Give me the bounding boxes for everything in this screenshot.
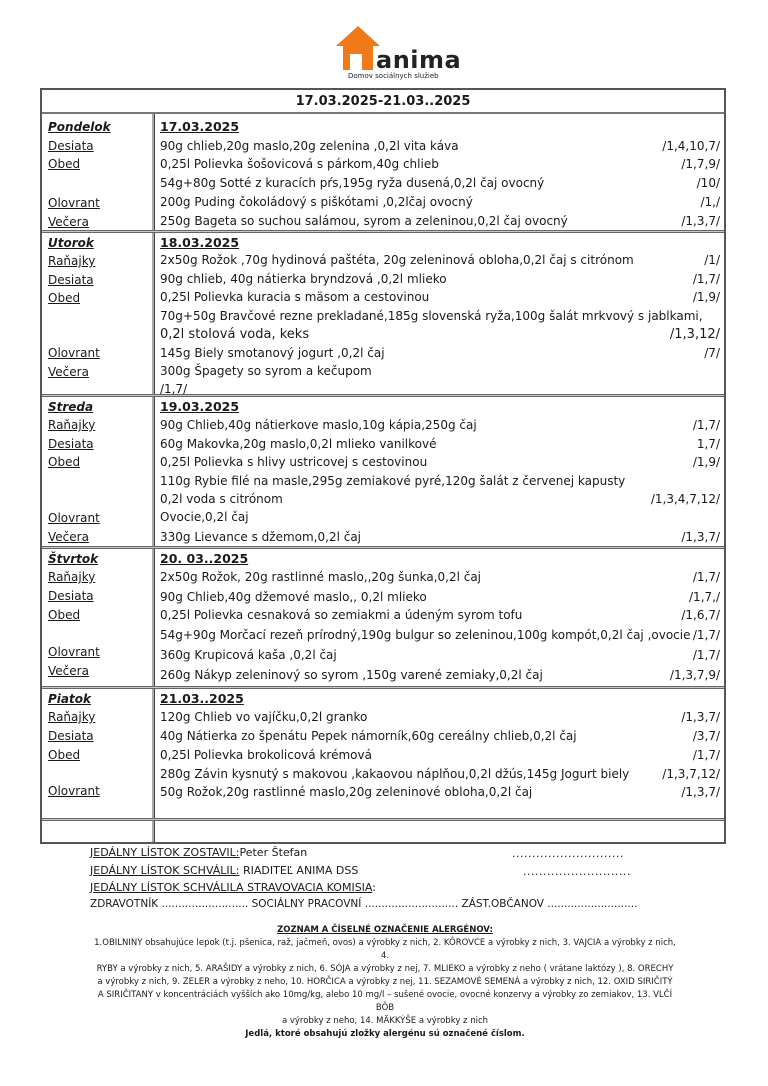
meal-label: Olovrant <box>48 196 100 210</box>
meal-label: Obed <box>48 455 81 469</box>
meal-label: Obed <box>48 291 81 305</box>
meal-label: Olovrant <box>48 511 100 525</box>
item-text: 60g Makovka,20g maslo,0,2l mlieko vanilkové <box>160 437 437 451</box>
item-allergens: /7/ <box>704 346 720 360</box>
meal-label: Olovrant <box>48 645 100 659</box>
menu-column <box>160 234 726 396</box>
meal-label: Obed <box>48 748 81 762</box>
day-name: Štvrtok <box>48 552 99 566</box>
menu-table <box>40 88 726 844</box>
item-allergens: /1,3,12/ <box>669 327 720 342</box>
item-allergens: /1,9/ <box>692 290 720 304</box>
item-text: 250g Bageta so suchou salámou, syrom a zeleninou,0,2l čaj ovocný <box>160 214 568 228</box>
item-allergens: /1,7,9/ <box>681 157 720 171</box>
item-text: 280g Závin kysnutý s makovou ,kakaovou náplňou,0,2l džús,145g Jogurt biely <box>160 767 630 781</box>
day-column <box>48 398 148 544</box>
item-text: 145g Biely smotanový jogurt ,0,2l čaj <box>160 346 385 360</box>
meal-label: Večera <box>48 664 89 678</box>
item-text: 54g+90g Morčací rezeň prírodný,190g bulgur so zeleninou,100g kompót,0,2l čaj ,ovocie <box>160 628 691 642</box>
item-allergens: /1,3,7,9/ <box>669 668 720 682</box>
item-allergens: /10/ <box>696 176 720 190</box>
compiled-dots: ............................ <box>512 847 624 860</box>
item-text: 110g Rybie filé na masle,295g zemiakové pyré,120g šalát z červenej kapusty <box>160 474 626 488</box>
week-title: 17.03.2025-21.03..2025 <box>42 90 724 114</box>
item-text: 360g Krupicová kaša ,0,2l čaj <box>160 648 337 662</box>
item-text: 90g chlieb,20g maslo,20g zelenina ,0,2l vita káva <box>160 139 459 153</box>
compiled-label: JEDÁLNY LÍSTOK ZOSTAVIL: <box>90 846 240 859</box>
house-icon <box>336 26 380 46</box>
item-allergens: /1,3,7/ <box>681 710 720 724</box>
meal-label: Desiata <box>48 437 94 451</box>
approved-name: RIADITEĽ ANIMA DSS <box>239 864 359 877</box>
day-name: Piatok <box>48 692 91 706</box>
menu-column <box>160 398 726 544</box>
meal-label: Raňajky <box>48 570 96 584</box>
item-text: 0,2l voda s citrónom <box>160 492 283 506</box>
item-text: 90g chlieb, 40g nátierka bryndzová ,0,2l mlieko <box>160 272 447 286</box>
meal-label: Raňajky <box>48 254 96 268</box>
approved-by-line <box>90 864 358 877</box>
menu-column <box>160 550 726 682</box>
meal-label: Desiata <box>48 589 94 603</box>
approved-label: JEDÁLNY LÍSTOK SCHVÁLIL: <box>90 864 240 877</box>
day-column <box>48 118 148 229</box>
day-date: 17.03.2025 <box>160 119 240 134</box>
meal-label: Raňajky <box>48 710 96 724</box>
menu-column <box>160 690 726 799</box>
allergen-line: 1.OBILNINY obsahujúce lepok (t.j. pšenica, raž, jačmeň, ovos) a výrobky z nich, 2. KÔROVCE a výrobky z nich, 3. VAJCIA a výrobky z nich, 4. <box>94 938 676 961</box>
allergen-line: a výrobky z neho, 14. MÄKKÝŠE a výrobky z nich <box>281 1016 489 1026</box>
day-column <box>48 690 148 798</box>
logo <box>336 26 462 84</box>
house-door-icon <box>350 54 362 70</box>
meal-label: Olovrant <box>48 346 100 360</box>
menu-column <box>160 118 726 228</box>
item-text: 0,25l Polievka šošovicová s párkom,40g chlieb <box>160 157 439 171</box>
day-date: 18.03.2025 <box>160 235 240 250</box>
item-allergens: /1,7/ <box>692 418 720 432</box>
item-allergens: /1,7/ <box>692 648 720 662</box>
commission-colon: : <box>372 881 376 894</box>
item-text: 260g Nákyp zeleninový so syrom ,150g varené zemiaky,0,2l čaj <box>160 668 543 682</box>
day-date: 19.03.2025 <box>160 399 240 414</box>
item-allergens: /1,7/ <box>692 748 720 762</box>
item-text: Ovocie,0,2l čaj <box>160 510 249 524</box>
item-text: 54g+80g Sotté z kuracích pŕs,195g ryža dusená,0,2l čaj ovocný <box>160 176 545 190</box>
allergen-line: RYBY a výrobky z nich, 5. ARAŠIDY a výrobky z nich, 6. SÓJA a výrobky z nej, 7. MLIEKO a výrobky z neho ( vrátane laktózy ), 8. ORECHY <box>96 964 674 974</box>
day-name: Streda <box>48 400 94 414</box>
item-text: 0,25l Polievka s hlivy ustricovej s cestovinou <box>160 455 428 469</box>
item-allergens: 1,7/ <box>696 437 720 451</box>
allergen-note: Jedlá, ktoré obsahujú zložky alergénu sú označené číslom. <box>245 1029 525 1039</box>
meal-label: Večera <box>48 365 89 379</box>
item-allergens: /1,/ <box>700 195 720 209</box>
meal-label: Večera <box>48 530 89 544</box>
row-separator <box>42 230 724 233</box>
item-text: 0,25l Polievka kuracia s mäsom a cestovinou <box>160 290 430 304</box>
meal-label: Olovrant <box>48 784 100 798</box>
commission-line <box>90 881 376 894</box>
item-text: 90g Chlieb,40g nátierkove maslo,10g kápia,250g čaj <box>160 418 477 432</box>
row-separator <box>42 818 724 821</box>
meal-label: Desiata <box>48 729 94 743</box>
meal-label: Raňajky <box>48 418 96 432</box>
compiled-by-line <box>90 846 307 859</box>
item-allergens: /1,7/ <box>692 272 720 286</box>
meal-label: Obed <box>48 157 81 171</box>
item-allergens: /1,3,4,7,12/ <box>650 492 720 506</box>
allergen-title: ZOZNAM A ČÍSELNÉ OZNAČENIE ALERGÉNOV: <box>277 925 493 935</box>
item-text: 90g Chlieb,40g džemové maslo,, 0,2l mlieko <box>160 590 427 604</box>
item-text: 70g+50g Bravčové rezne prekladané,185g slovenská ryža,100g šalát mrkvový s jablkami, <box>160 309 703 323</box>
day-date: 20. 03..2025 <box>160 551 249 566</box>
row-separator <box>42 546 724 549</box>
allergen-legend <box>90 924 680 1041</box>
meal-label: Desiata <box>48 273 94 287</box>
meal-label: Desiata <box>48 139 94 153</box>
allergen-line: A SIRIČITANY v koncentráciách vyšších ako 10mg/kg, alebo 10 mg/l – sušené ovocie, ovocné konzervy a výrobky zo zemiakov, 13. VLČÍ BÔB <box>97 990 673 1013</box>
item-allergens: /3,7/ <box>692 729 720 743</box>
compiled-name: Peter Štefan <box>239 846 308 859</box>
item-allergens: /1,6,7/ <box>681 608 720 622</box>
item-allergens: /1,7/ <box>692 570 720 584</box>
item-text: 330g Lievance s džemom,0,2l čaj <box>160 530 362 544</box>
item-allergens: /1/ <box>704 253 720 267</box>
item-allergens: /1,3,7/ <box>681 214 720 228</box>
approved-dots: ........................... <box>523 865 631 878</box>
item-text: 40g Nátierka zo špenátu Pepek námorník,60g cereálny chlieb,0,2l čaj <box>160 729 577 743</box>
item-text: 200g Puding čokoládový s piškótami ,0,2lčaj ovocný <box>160 195 473 209</box>
meal-label: Obed <box>48 608 81 622</box>
item-allergens: /1,4,10,7/ <box>662 139 720 153</box>
item-text: 0,25l Polievka brokolicová krémová <box>160 748 372 762</box>
item-text: 0,25l Polievka cesnaková so zemiakmi a údeným syrom tofu <box>160 608 523 622</box>
item-allergens: /1,7,/ <box>689 590 720 604</box>
day-column <box>48 550 148 678</box>
item-text: 2x50g Rožok ,70g hydinová paštéta, 20g zeleninová obloha,0,2l čaj s citrónom <box>160 253 634 267</box>
item-text: /1,7/ <box>160 382 188 396</box>
logo-name: anima <box>376 46 462 74</box>
item-allergens: /1,3,7/ <box>681 530 720 544</box>
day-date: 21.03..2025 <box>160 691 244 706</box>
item-allergens: /1,3,7,12/ <box>662 767 720 781</box>
row-separator <box>42 394 724 397</box>
day-name: Pondelok <box>48 120 111 134</box>
commission-label: JEDÁLNY LÍSTOK SCHVÁLILA STRAVOVACIA KOMISIA <box>90 881 373 894</box>
item-text: 120g Chlieb vo vajíčku,0,2l granko <box>160 710 368 724</box>
day-name: Utorok <box>48 236 94 250</box>
item-text: 2x50g Rožok, 20g rastlinné maslo,,20g šunka,0,2l čaj <box>160 570 482 584</box>
item-text: 0,2l stolová voda, keks <box>160 327 310 342</box>
item-allergens: /1,3,7/ <box>681 785 720 799</box>
item-allergens: /1,9/ <box>692 455 720 469</box>
signers-line: ZDRAVOTNÍK .......................... SOCIÁLNY PRACOVNÍ ............................ ZÁST.OBČANOV ........................... <box>90 898 638 910</box>
item-text: 50g Rožok,20g rastlinné maslo,20g zeleninové obloha,0,2l čaj <box>160 785 533 799</box>
row-separator <box>42 686 724 689</box>
item-allergens: /1,7/ <box>692 628 720 642</box>
column-divider <box>152 114 155 842</box>
day-column <box>48 234 148 379</box>
meal-label: Večera <box>48 215 89 229</box>
item-text: 300g Špagety so syrom a kečupom <box>160 364 372 378</box>
allergen-line: a výrobky z nich, 9. ZELER a výrobky z neho, 10. HORČICA a výrobky z nej, 11. SEZAMOVÉ SEMENÁ a výrobky z nich, 12. OXID SIRIČITÝ <box>97 977 673 987</box>
logo-subtitle: Domov sociálnych služieb <box>348 72 439 80</box>
